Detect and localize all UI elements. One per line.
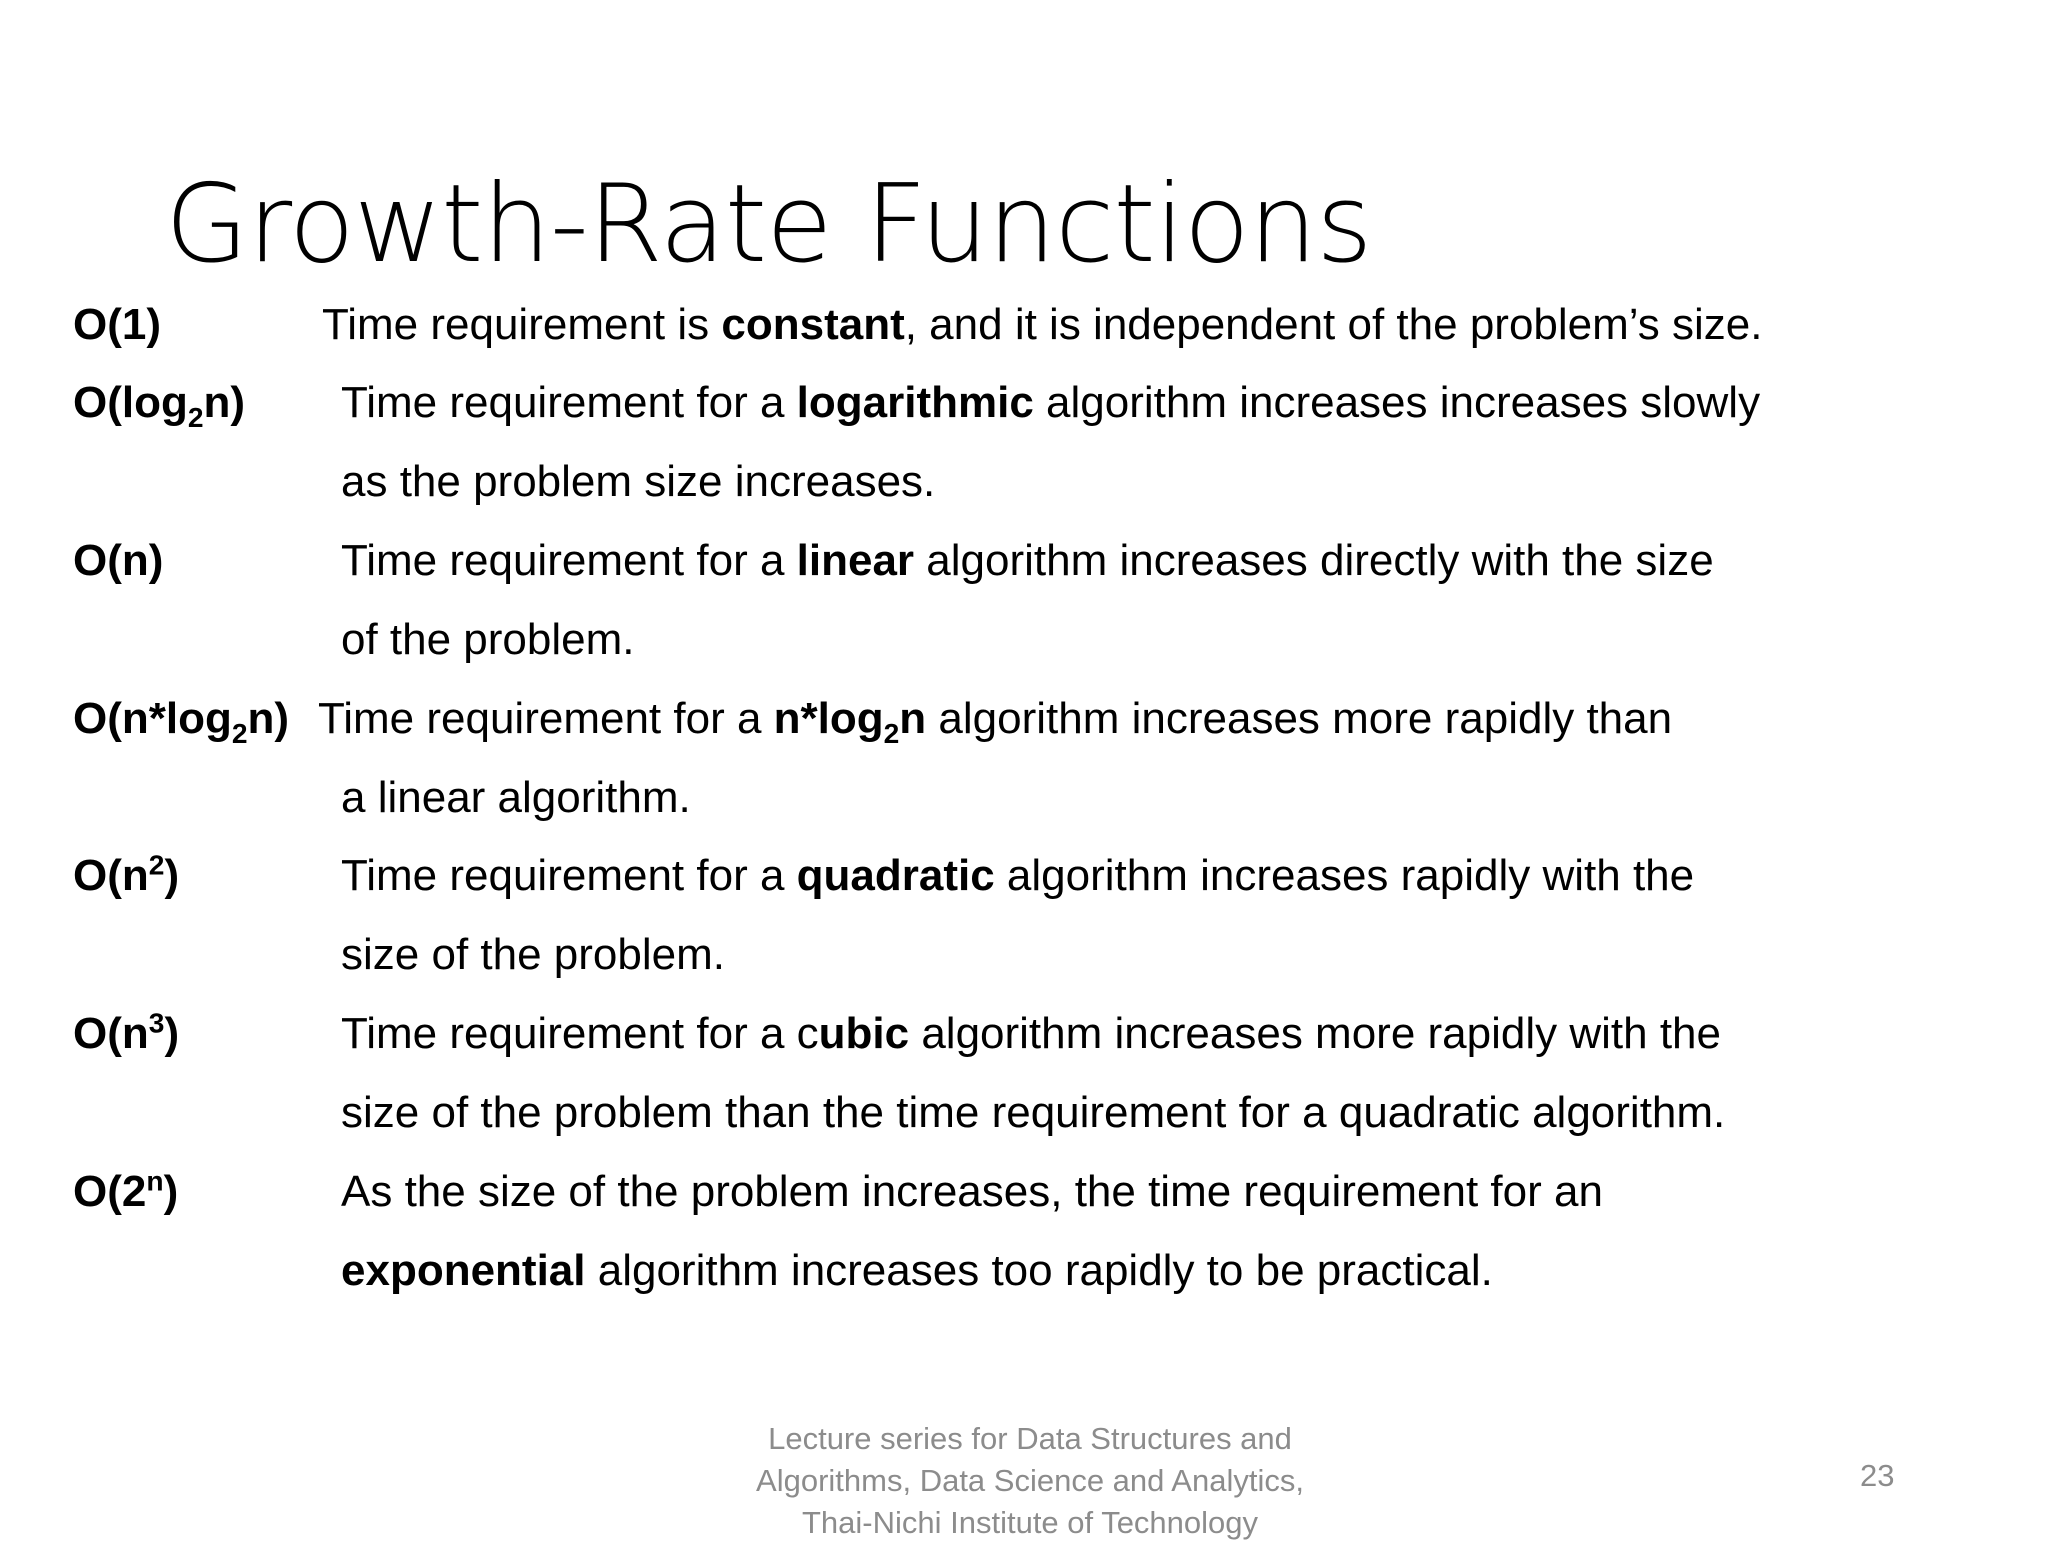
desc-quadratic-line-2: size of the problem. xyxy=(341,930,725,979)
desc-cubic-line-1: Time requirement for a cubic algorithm increases more rapidly with the xyxy=(341,1009,1721,1058)
slide-title: Growth-Rate Functions xyxy=(165,162,1372,287)
term-linear: O(n) xyxy=(73,536,164,585)
desc-quadratic-line-1: Time requirement for a quadratic algorithm increases rapidly with the xyxy=(341,851,1695,900)
desc-nlogn-line-1: Time requirement for a $n*\log_2n$ algorithm increases more rapidly than xyxy=(318,694,1673,749)
desc-logarithmic-line-2: as the problem size increases. xyxy=(341,457,936,506)
desc-logarithmic-line-1: Time requirement for a logarithmic algorithm increases increases slowly xyxy=(341,378,1761,427)
desc-nlogn-line-2: a linear algorithm. xyxy=(341,773,691,822)
footer-course-info xyxy=(620,1418,1440,1544)
desc-cubic-line-2: size of the problem than the time requirement for a quadratic algorithm. xyxy=(341,1088,1726,1137)
term-cubic: $O(n^3)$ xyxy=(73,1007,180,1058)
desc-constant-line-1: Time requirement is constant, and it is independent of the problem’s size. xyxy=(322,300,1763,349)
term-nlogn: $O(n*\log_2n)$ xyxy=(73,694,290,749)
footer-line-2: Algorithms, Data Science and Analytics, xyxy=(756,1463,1304,1498)
desc-linear-line-1: Time requirement for a linear algorithm increases directly with the size xyxy=(341,536,1714,585)
desc-linear-line-2: of the problem. xyxy=(341,615,635,664)
term-constant: O(1) xyxy=(73,300,161,349)
page-number: 23 xyxy=(1860,1458,1895,1493)
term-exponential: O(2$^n$) xyxy=(73,1165,179,1216)
footer-line-1: Lecture series for Data Structures and xyxy=(768,1421,1292,1456)
term-logarithmic: $O(\log_2n)$ xyxy=(73,378,246,433)
desc-exponential-line-1: As the size of the problem increases, the time requirement for an xyxy=(341,1167,1603,1216)
desc-exponential-line-2: exponential algorithm increases too rapidly to be practical. xyxy=(341,1246,1493,1295)
term-quadratic: $O(n^2)$ xyxy=(73,849,180,900)
footer-line-3: Thai-Nichi Institute of Technology xyxy=(801,1505,1259,1540)
